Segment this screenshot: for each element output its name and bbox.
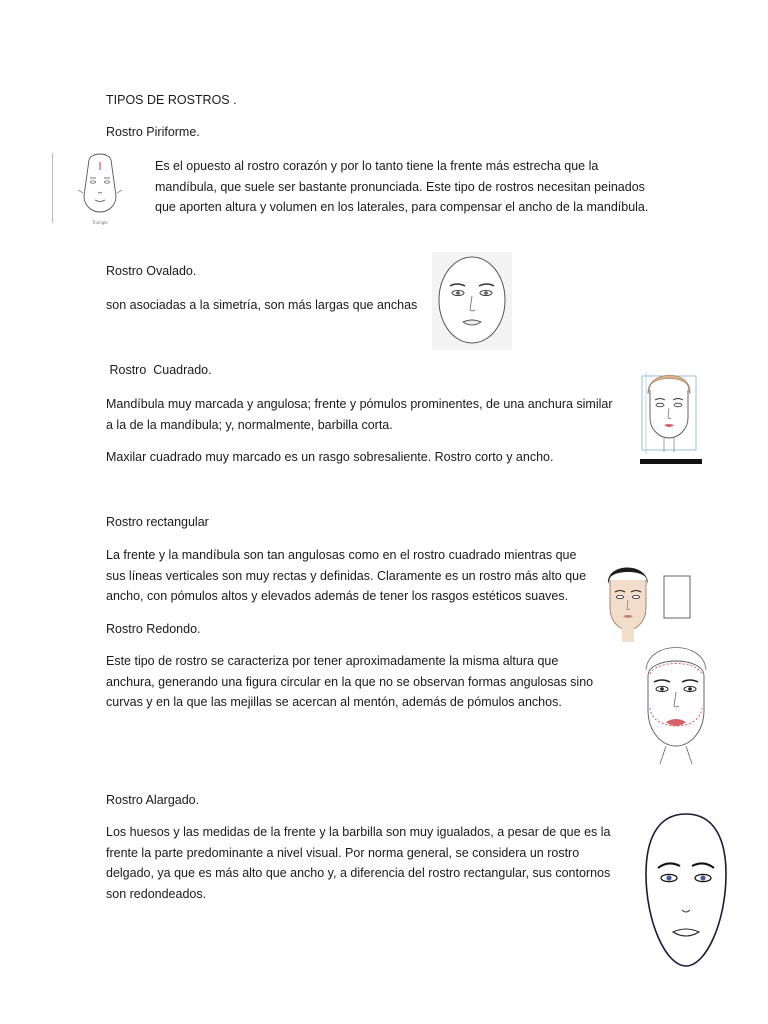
text-line: a la de la mandíbula; y, normalmente, barbilla corta. xyxy=(106,417,393,432)
text-line: curvas y en la que las mejillas se acercan al mentón, además de pómulos anchos. xyxy=(106,695,562,709)
heading-alargado: Rostro Alargado. xyxy=(106,793,200,807)
text-line: frente la parte predominante a nivel visual. Por norma general, se considera un rostro xyxy=(106,845,580,860)
heading-cuadrado: Rostro Cuadrado. xyxy=(106,363,212,377)
image-border-line xyxy=(52,153,53,223)
text-line: Es el opuesto al rostro corazón y por lo tanto tiene la frente más estrecha que la xyxy=(155,159,599,173)
text-line: Los huesos y las medidas de la frente y la barbilla son muy igualados, a pesar de que es la xyxy=(106,825,611,839)
ovalado-face-illustration xyxy=(432,252,512,350)
document-title: TIPOS DE ROSTROS . xyxy=(106,93,237,107)
cuadrado-face-illustration xyxy=(640,362,704,466)
text-line: ancho, con pómulos altos y elevados además de tener los rasgos estéticos suaves. xyxy=(106,589,569,603)
paragraph-ovalado: son asociadas a la simetría, son más largas que anchas xyxy=(106,298,418,312)
alargado-face-illustration xyxy=(640,812,732,970)
rectangle-shape-icon xyxy=(664,576,690,618)
heading-ovalado: Rostro Ovalado. xyxy=(106,264,197,278)
text-line: que aporten altura y volumen en los laterales, para compensar el ancho de la mandíbula. xyxy=(155,200,649,214)
heading-redondo: Rostro Redondo. xyxy=(106,622,201,636)
rectangular-face-illustration xyxy=(602,560,694,642)
heading-rectangular: Rostro rectangular xyxy=(106,515,209,529)
redondo-face-illustration xyxy=(636,636,716,766)
heading-piriforme: Rostro Piriforme. xyxy=(106,125,200,139)
paragraph-redondo xyxy=(106,651,593,713)
piriforme-face-illustration xyxy=(72,150,128,228)
paragraph-alargado xyxy=(106,822,610,904)
paragraph-cuadrado-2: Maxilar cuadrado muy marcado es un rasgo sobresaliente. Rostro corto y ancho. xyxy=(106,450,554,464)
text-line: anchura, generando una figura circular en la que no se observan formas angulosas sino xyxy=(106,674,594,689)
paragraph-piriforme xyxy=(155,156,648,218)
paragraph-cuadrado-1 xyxy=(106,394,613,435)
text-line: son redondeados. xyxy=(106,886,207,901)
text-line: Mandíbula muy marcada y angulosa; frente y pómulos prominentes, de una anchura similar xyxy=(106,397,613,411)
text-line: delgado, ya que es más alto que ancho y, a diferencia del rostro rectangular, sus contornos xyxy=(106,866,611,880)
piriforme-caption: Triangle xyxy=(92,220,108,225)
paragraph-rectangular xyxy=(106,545,586,607)
text-line: sus líneas verticales son muy rectas y definidas. Claramente es un rostro más alto que xyxy=(106,568,587,583)
text-line: mandíbula, que suele ser bastante pronunciada. Este tipo de rostros necesitan peinados xyxy=(155,179,645,194)
text-line: La frente y la mandíbula son tan angulosas como en el rostro cuadrado mientras que xyxy=(106,548,577,562)
text-line: Este tipo de rostro se caracteriza por tener aproximadamente la misma altura que xyxy=(106,654,559,668)
